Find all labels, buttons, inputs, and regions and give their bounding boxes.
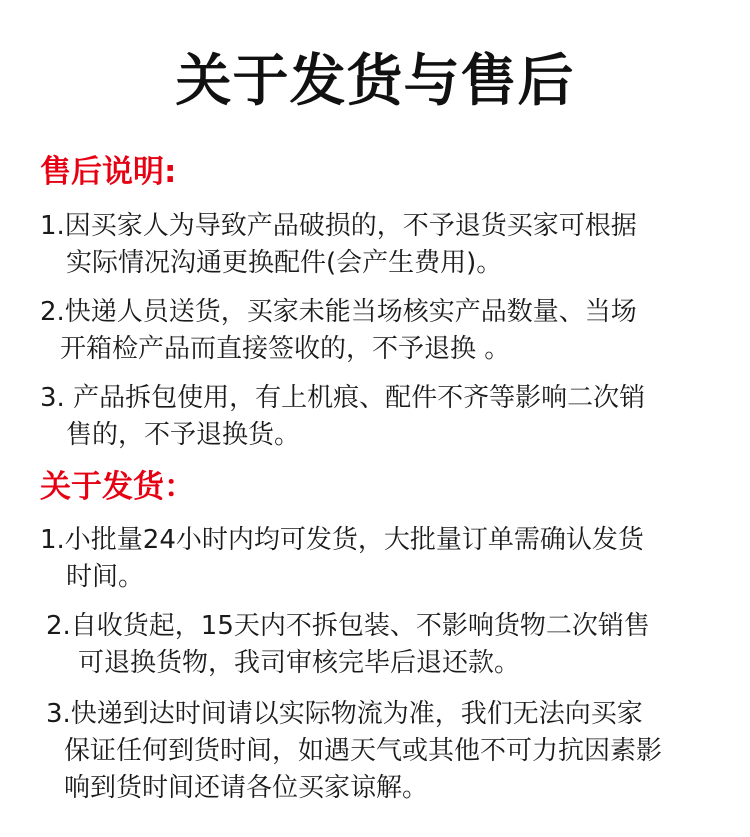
page-title: 关于发货与售后 — [175, 49, 575, 114]
item-text-line: 实际情况沟通更换配件(会产生费用)。 — [66, 248, 503, 278]
item-text-line: 售的，不予退换货。 — [66, 420, 301, 450]
item-text-line: 可退换货物，我司审核完毕后退还款。 — [78, 648, 521, 678]
after-sales-heading: 售后说明: — [40, 154, 177, 190]
shipping-heading: 关于发货： — [40, 469, 195, 505]
after-sales-item-3 — [40, 380, 645, 454]
shipping-item-3 — [46, 696, 662, 807]
item-text-line: 开箱检产品而直接签收的，不予退换 。 — [60, 334, 511, 364]
item-text-line: 2.快递人员送货，买家未能当场核实产品数量、当场 — [40, 297, 637, 327]
after-sales-item-2 — [40, 294, 637, 368]
item-text-line: 3.快递到达时间请以实际物流为准，我们无法向买家 — [46, 699, 643, 729]
item-text-line: 响到货时间还请各位买家谅解。 — [64, 773, 429, 803]
shipping-item-1 — [40, 522, 644, 596]
item-text-line: 时间。 — [66, 562, 145, 592]
shipping-item-2 — [46, 608, 650, 682]
after-sales-item-1 — [40, 208, 637, 282]
item-text-line: 2.自收货起，15天内不拆包装、不影响货物二次销售 — [46, 611, 650, 641]
item-text-line: 1.因买家人为导致产品破损的，不予退货买家可根据 — [40, 211, 637, 241]
item-text-line: 保证任何到货时间，如遇天气或其他不可力抗因素影 — [64, 736, 663, 766]
item-text-line: 1.小批量24小时内均可发货，大批量订单需确认发货 — [40, 525, 644, 555]
item-text-line: 3. 产品拆包使用，有上机痕、配件不齐等影响二次销 — [40, 383, 646, 413]
